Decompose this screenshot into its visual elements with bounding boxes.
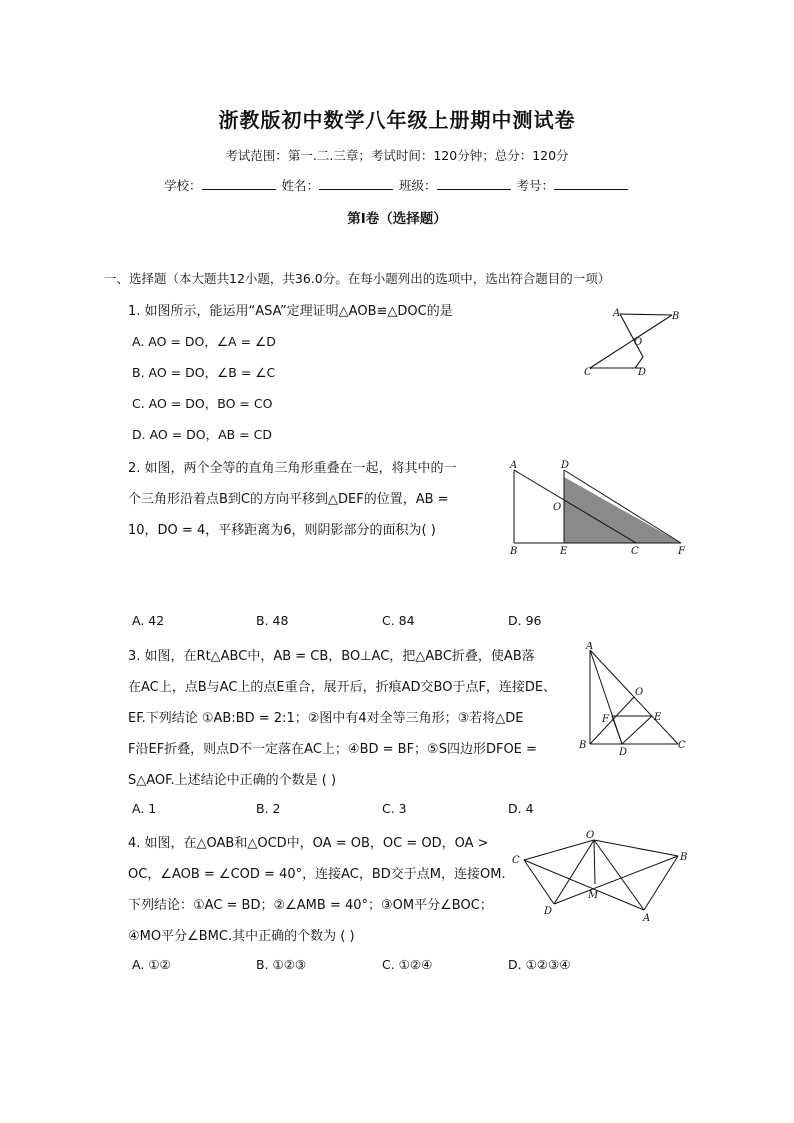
q3-line-5: S△AOF.上述结论中正确的个数是 ( ) bbox=[128, 773, 337, 788]
q3-line-4: F沿EF折叠，则点D不一定落在AC上；④BD = BF；⑤S四边形DFOE = bbox=[128, 742, 537, 757]
q4-label-a: A bbox=[643, 913, 651, 922]
q2-label-a: A bbox=[510, 460, 518, 471]
q1-label-a: A bbox=[613, 308, 621, 319]
q2-label-e: E bbox=[560, 546, 568, 557]
q3-option-b[interactable]: B. 2 bbox=[256, 801, 281, 816]
q3-label-a: A bbox=[586, 642, 594, 652]
q4-option-b[interactable]: B. ①②③ bbox=[256, 957, 307, 972]
volume-heading: 第I卷（选择题） bbox=[347, 211, 447, 227]
q2-option-c[interactable]: C. 84 bbox=[382, 613, 415, 628]
q4-label-m: M bbox=[588, 890, 599, 901]
q2-option-a[interactable]: A. 42 bbox=[132, 613, 165, 628]
q3-option-c[interactable]: C. 3 bbox=[382, 801, 407, 816]
q3-option-a[interactable]: A. 1 bbox=[132, 801, 157, 816]
q2-line-3: 10，DO = 4，平移距离为6，则阴影部分的面积为( ) bbox=[128, 523, 436, 538]
q3-figure bbox=[574, 642, 692, 758]
q2-label-o: O bbox=[553, 502, 562, 513]
q3-label-b: B bbox=[579, 740, 587, 751]
q2-line-1: 2. 如图，两个全等的直角三角形重叠在一起，将其中的一 bbox=[128, 461, 457, 476]
q4-option-a[interactable]: A. ①② bbox=[132, 957, 171, 972]
q4-label-d: D bbox=[544, 906, 553, 917]
q1-label-o: O bbox=[634, 337, 643, 348]
exam-number-blank[interactable] bbox=[554, 177, 628, 190]
class-label: 班级： bbox=[398, 178, 437, 193]
q4-figure bbox=[508, 826, 698, 922]
exam-scope: 考试范围：第一.二.三章；考试时间：120分钟；总分：120分 bbox=[225, 148, 569, 163]
q3-label-c: C bbox=[678, 740, 686, 751]
q4-line-1: 4. 如图，在△OAB和△OCD中，OA = OB，OC = OD，OA > bbox=[128, 836, 489, 851]
q4-line-3: 下列结论：①AC = BD；②∠AMB = 40°；③OM平分∠BOC； bbox=[128, 898, 493, 913]
page-title: 浙教版初中数学八年级上册期中测试卷 bbox=[218, 108, 576, 132]
q3-label-o: O bbox=[635, 687, 644, 698]
q2-option-b[interactable]: B. 48 bbox=[256, 613, 289, 628]
q1-label-b: B bbox=[672, 311, 680, 322]
q4-label-o: O bbox=[586, 830, 595, 841]
q1-option-b[interactable]: B. AO = DO，∠B = ∠C bbox=[132, 365, 276, 380]
q1-figure bbox=[580, 302, 690, 382]
q2-line-2: 个三角形沿着点B到C的方向平移到△DEF的位置，AB = bbox=[128, 492, 449, 507]
q4-line-2: OC，∠AOB = ∠COD = 40°，连接AC，BD交于点M，连接OM. bbox=[128, 867, 506, 882]
q1-label-c: C bbox=[584, 367, 592, 378]
name-label: 姓名： bbox=[281, 178, 319, 193]
q2-label-b: B bbox=[510, 546, 518, 557]
q1-label-d: D bbox=[638, 367, 647, 378]
q4-label-c: C bbox=[512, 855, 520, 866]
class-blank[interactable] bbox=[437, 177, 511, 190]
q1-stem: 1. 如图所示，能运用“ASA”定理证明△AOB≌△DOC的是 bbox=[128, 304, 453, 319]
student-info-row bbox=[0, 176, 794, 194]
q2-label-c: C bbox=[631, 546, 639, 557]
section-heading: 一、选择题（本大题共12小题，共36.0分。在每小题列出的选项中，选出符合题目的一项） bbox=[104, 271, 611, 286]
school-blank[interactable] bbox=[202, 177, 276, 190]
name-blank[interactable] bbox=[319, 177, 393, 190]
q4-option-d[interactable]: D. ①②③④ bbox=[508, 957, 571, 972]
q4-label-b: B bbox=[680, 852, 688, 863]
q2-label-d: D bbox=[561, 460, 570, 471]
q3-line-2: 在AC上，点B与AC上的点E重合，展开后，折痕AD交BO于点F，连接DE、 bbox=[128, 680, 557, 695]
exam-number-label: 考号： bbox=[516, 178, 554, 193]
q2-option-d[interactable]: D. 96 bbox=[508, 613, 542, 628]
q2-figure bbox=[500, 456, 700, 560]
q3-line-3: EF.下列结论 ①AB:BD = 2:1；②图中有4对全等三角形；③若将△DE bbox=[128, 711, 524, 726]
q3-line-1: 3. 如图，在Rt△ABC中，AB = CB，BO⊥AC，把△ABC折叠，使AB落 bbox=[128, 649, 535, 664]
school-label: 学校： bbox=[163, 178, 202, 193]
q4-line-4: ④MO平分∠BMC.其中正确的个数为 ( ) bbox=[128, 929, 355, 944]
q2-label-f: F bbox=[678, 546, 685, 557]
q1-option-a[interactable]: A. AO = DO，∠A = ∠D bbox=[132, 334, 276, 349]
q3-label-e: E bbox=[654, 712, 662, 723]
q4-option-c[interactable]: C. ①②④ bbox=[382, 957, 433, 972]
q3-option-d[interactable]: D. 4 bbox=[508, 801, 534, 816]
q1-option-c[interactable]: C. AO = DO，BO = CO bbox=[132, 396, 273, 411]
q1-option-d[interactable]: D. AO = DO，AB = CD bbox=[132, 427, 273, 442]
q3-label-f: F bbox=[602, 714, 609, 725]
q3-label-d: D bbox=[619, 747, 628, 758]
